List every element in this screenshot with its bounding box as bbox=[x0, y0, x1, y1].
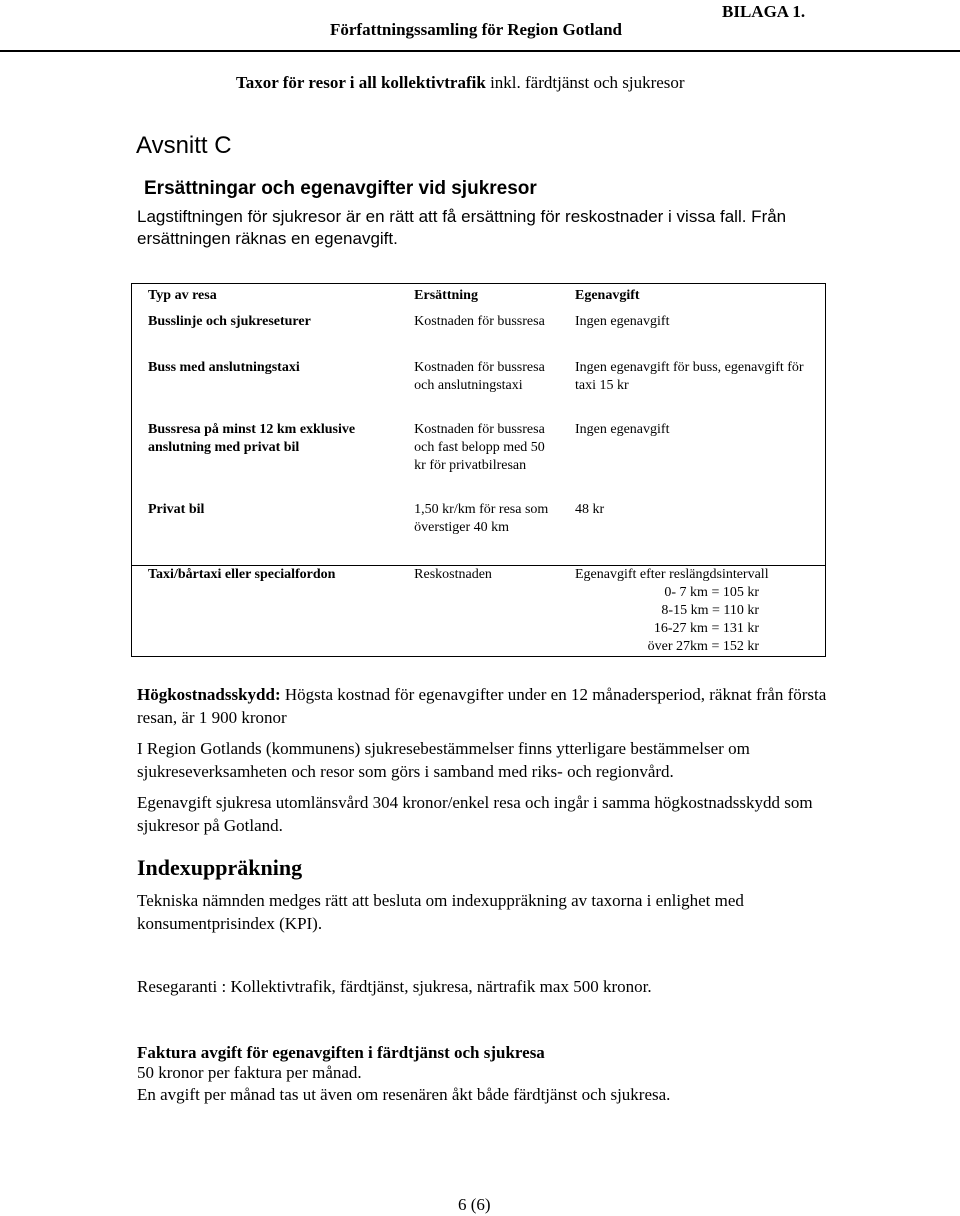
table-row bbox=[132, 501, 826, 566]
table-row bbox=[132, 421, 826, 501]
page-number: 6 (6) bbox=[458, 1195, 491, 1214]
high-cost-protection-label: Högkostnadsskydd: bbox=[137, 685, 281, 704]
table-row bbox=[132, 566, 826, 657]
fee-cell: 48 kr bbox=[575, 502, 605, 517]
compensation-cell: Kostnaden för bussresa bbox=[414, 314, 545, 329]
fee-interval-heading: Egenavgift efter reslängdsintervall bbox=[575, 567, 769, 582]
annex-label: BILAGA 1. bbox=[722, 2, 806, 21]
high-cost-protection-text: Högsta kostnad för egenavgifter under en 12 månadersperiod, räknat från första resan, är 1 900 kronor bbox=[137, 685, 827, 727]
compensation-cell: Kostnaden för bussresa och anslutningstaxi bbox=[414, 360, 545, 393]
compensation-cell: Kostnaden för bussresa och fast belopp med 50 kr för privatbilresan bbox=[414, 422, 545, 473]
table-header-row bbox=[132, 284, 826, 314]
invoice-fee-line: 50 kronor per faktura per månad. bbox=[137, 1063, 362, 1082]
fee-interval: över 27km = 152 kr bbox=[647, 639, 759, 654]
section-heading: Ersättningar och egenavgifter vid sjukresor bbox=[144, 178, 537, 199]
invoice-fee-line: En avgift per månad tas ut även om resenären åkt både färdtjänst och sjukresa. bbox=[137, 1085, 671, 1104]
trip-type-cell: Buss med anslutningstaxi bbox=[148, 360, 300, 375]
invoice-fee-heading: Faktura avgift för egenavgiften i färdtjänst och sjukresa bbox=[137, 1043, 545, 1062]
fee-table bbox=[131, 283, 826, 657]
table-row bbox=[132, 313, 826, 359]
fee-cell: Ingen egenavgift för buss, egenavgift för taxi 15 kr bbox=[575, 360, 804, 393]
fee-interval: 16-27 km = 131 kr bbox=[653, 621, 759, 636]
travel-guarantee-paragraph: Resegaranti : Kollektivtrafik, färdtjänst, sjukresa, närtrafik max 500 kronor. bbox=[137, 977, 652, 996]
index-paragraph: Tekniska nämnden medges rätt att besluta om indexuppräkning av taxorna i enlighet med konsumentprisindex (KPI). bbox=[137, 891, 744, 933]
trip-type-cell: Busslinje och sjukreseturer bbox=[148, 314, 311, 329]
column-header-fee: Egenavgift bbox=[575, 288, 640, 303]
subtitle-normal: inkl. färdtjänst och sjukresor bbox=[485, 73, 685, 92]
fee-cell: Ingen egenavgift bbox=[575, 314, 670, 329]
high-cost-protection-paragraph bbox=[137, 683, 837, 729]
document-header-title: Författningssamling för Region Gotland bbox=[330, 20, 623, 39]
column-header-compensation: Ersättning bbox=[414, 288, 478, 303]
trip-type-cell: Taxi/bårtaxi eller specialfordon bbox=[132, 566, 407, 657]
index-heading: Indexuppräkning bbox=[137, 855, 303, 880]
header-divider bbox=[0, 50, 960, 52]
section-intro: Lagstiftningen för sjukresor är en rätt att få ersättning för reskostnader i vissa fall. Från ersättningen räknas en egenavgift. bbox=[137, 207, 787, 248]
trip-type-cell: Privat bil bbox=[148, 502, 205, 517]
fee-interval: 8-15 km = 110 kr bbox=[661, 603, 759, 618]
section-label: Avsnitt C bbox=[136, 132, 232, 159]
column-header-trip-type: Typ av resa bbox=[148, 288, 217, 303]
fee-cell bbox=[567, 566, 826, 657]
compensation-cell: Reskostnaden bbox=[406, 566, 567, 657]
region-rules-paragraph: I Region Gotlands (kommunens) sjukresebestämmelser finns ytterligare bestämmelser om sjukreseverksamheten och resor som görs i samband med riks- och regionvård. bbox=[137, 739, 750, 781]
subtitle-bold: Taxor för resor i all kollektivtrafik bbox=[236, 73, 486, 92]
table-row bbox=[132, 359, 826, 421]
trip-type-cell: Bussresa på minst 12 km exklusive anslutning med privat bil bbox=[148, 422, 356, 455]
document-subtitle bbox=[236, 73, 685, 93]
compensation-cell: 1,50 kr/km för resa som överstiger 40 km bbox=[414, 502, 549, 535]
fee-interval: 0- 7 km = 105 kr bbox=[664, 585, 759, 600]
fee-cell: Ingen egenavgift bbox=[575, 422, 670, 437]
out-of-county-paragraph: Egenavgift sjukresa utomlänsvård 304 kronor/enkel resa och ingår i samma högkostnadsskydd som sjukresor på Gotland. bbox=[137, 793, 813, 835]
